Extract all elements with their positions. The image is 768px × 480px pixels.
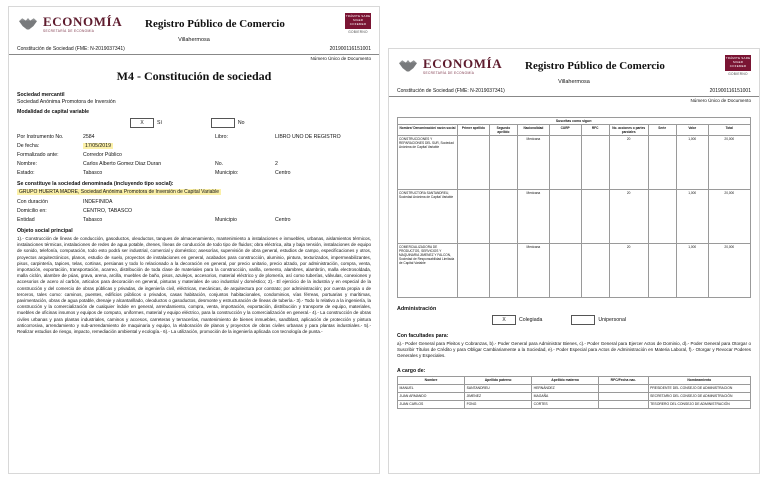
cell-ap2 [489,136,517,190]
municipality-label-2: Municipio [215,217,237,223]
brand-name: ECONOMÍA [43,13,123,29]
cell-rfc [599,400,648,408]
table-row [398,400,751,408]
cell-acciones: 20 [609,190,648,244]
section-company: Sociedad mercantil [17,92,65,98]
cell-serie [648,190,676,244]
duration-value: INDEFINIDA [83,199,113,205]
city-label: Villahermosa [178,37,210,43]
name-label: Nombre: [17,161,37,167]
label-unipersonal: Unipersonal [598,317,627,323]
cell-serie [648,244,676,298]
col-nombramiento: Nombramiento [648,376,750,384]
cell-valor: 1,000 [676,136,708,190]
col-primer-apellido: Primer apellido [458,125,490,136]
object-title: Objeto social principal [17,228,73,234]
cell-rfc [581,190,609,244]
cell-nombre: COMERCIALIZADORA DE PRODUCTOS, SERVICIOS Y MAQUINARIA JIMENEZ Y FALCON, Sociedad de Responsabilidad Limitada de Capital Variable [398,244,458,298]
folio-value: 201900116151001 [709,88,751,94]
fme-row-right [389,88,759,97]
cell-acciones: 20 [609,136,648,190]
no-label: No. [215,161,224,167]
cell-paterno: SANTANDREU [465,384,532,392]
document-page-right [388,48,760,474]
fme-label: Constitución de Sociedad (FME: N-2019037341) [397,88,505,94]
municipality-value-2: Centro [275,217,291,223]
cell-materno: MAGAÑA [532,392,599,400]
col-curp: CURP [549,125,581,136]
book-label: Libro: [215,134,228,140]
brand-name: ECONOMÍA [423,55,503,71]
doc-number-label: Número Único de Documento [310,56,371,61]
folio-value: 201900116151001 [329,46,371,52]
cell-serie [648,136,676,190]
table-row [398,136,751,190]
entity-value: Tabasco [83,217,103,223]
cell-ap1 [458,190,490,244]
gob-block-right [699,55,751,76]
domicile-label: Domicilio en: [17,208,47,214]
checkbox-si[interactable]: X [130,118,154,128]
administration-options [397,315,751,325]
col-segundo-apellido: Segundo apellido [489,125,517,136]
page-header-right [389,49,759,78]
cell-rfc [599,392,648,400]
cell-paterno: JIMENEZ [465,392,532,400]
gobierno-label: GOBIERNO [728,72,748,76]
cell-nombre: CONSTRUCTORA SANTANDREU, Sociedad Anónima de Capital Variable [398,190,458,244]
cell-cargo: PRESIDENTE DEL CONSEJO DE ADMINISTRACION [648,384,750,392]
denomination-value: GRUPO HUERTA MADRE, Sociedad Anónima Promotora de Inversión de Capital Variable [19,189,220,195]
col-nacionalidad: Nacionalidad [518,125,550,136]
cell-cargo: SECRETARIO DEL CONSEJO DE ADMINISTRACIÓN [648,392,750,400]
name-value: Carlos Alberto Gomez Diaz Duran [83,161,162,167]
formalized-value: Corredor Público [83,152,122,158]
shares-table-wrap [389,113,759,298]
cell-valor: 1,000 [676,244,708,298]
col-acciones: No. acciones o partes parciales [609,125,648,136]
faculties-title: Con facultades para: [397,333,449,339]
shares-table [397,124,751,298]
domicile-row [17,208,371,214]
name-row [17,161,371,167]
instrument-value: 2584 [83,134,95,140]
date-row [17,143,371,149]
cell-total: 20,000 [708,244,750,298]
col-serie: Serie [648,125,676,136]
cell-nombre: CONSTRUCCIONES Y REPARACIONES DEL SUR, Sociedad Anónima de Capital Variable [398,136,458,190]
cell-curp [549,136,581,190]
cell-ap1 [458,136,490,190]
cell-rfc [599,384,648,392]
cell-materno: CORTES [532,400,599,408]
gobierno-label: GOBIERNO [348,30,368,34]
page-header-left [9,7,379,36]
instrument-label: Por Instrumento No. [17,134,64,140]
cell-rfc [581,244,609,298]
cell-curp [549,190,581,244]
col-rfc: RFC [581,125,609,136]
formalized-label: Formalizado ante: [17,152,59,158]
state-row [17,170,371,176]
cell-ap2 [489,244,517,298]
denomination-intro: Se constituye la sociedad denominada (incluyendo tipo social): [17,181,174,187]
brand-subtitle: SECRETARÍA DE ECONOMÍA [423,70,475,75]
cell-nombre: JUAN ARMANDO [398,392,465,400]
municipality-label: Municipio: [215,170,239,176]
capital-mode-options [17,118,371,128]
table-row [398,392,751,400]
document-page-left [8,6,380,474]
officers-table-header-row [398,376,751,384]
faculties-text: a).- Poder General para Pleitos y Cobranzas, b).- Poder General para Administrar Bienes, c).- Poder General para Ejercer Actos de Dominio, d).- Poder General para Otorgar o Suscribir Títulos de Crédito y para Obligar Cambiariamente a la Sociedad, e).- Poder Especial para Actos de Administración en Materia Laboral, f).- Otorgar y Revocar Poderes Generales y Especiales. [397,341,751,359]
doc-number-label: Número Único de Documento [690,98,751,103]
page-title: Registro Público de Comercio [145,17,285,30]
table-row [398,190,751,244]
col-total: Total [708,125,750,136]
cell-nombre: JUAN CARLOS [398,400,465,408]
object-text: 1).- Construcción de líneas de conducción, gasoductos, oleoductos, tanques de almacenamiento, mantenimiento a instalaciones e inmuebles, urbanas, aislamientos térmicos, instalaciones térmicas, instalaciones de redes de agua potable, drenes, líneas de conducción de todo tipo de fluidos; obra eléctrica, alta y baja tensión, instalaciones de equipo de sonido, telefonía, computación, todo esto podrá ser industrial, comercial y doméstico; asesorías, supervisión de obra general, estudios de campo, especificaciones y otros, proyectos arquitectónicos, planos, estudio de suelo, proyectos de instalaciones en general, acabados para construcción, aluminio, pintura, texturizados, impermeabilizantes, pisos, carpintería, tapices, telas, cortinas, persianas y todo lo relacionado a la decoración en general, por precio unitario, precio alzado, por administración, compra, venta, importación, exportación, transportación, acarreo, distribución de toda clase de materiales para la construcción, varilla, cemento, alambres, alambrón, malla electrosoldada, malla ciclón, alambre de púas, grava, arena, arcilla, muebles de baño, pisos, azulejos, accesorios, material eléctrico y de plomería, así como tuberías, válvulas, conexiones y accesorios de acero al carbón, articulos para decoración en general, pinturas y materiales de uso industrial y doméstico; 2).- El ejercicio de la industria y en especial de la construcción y del comercio de obras públicas y privadas, de ingeniería civil, eléctricas, mecánicas, de arquitectura por contrato; por administración; por cuenta propia o de terceros, tales como: caminos, puentes, edificios públicos o privados, casas habitación, conjuntos habitacionales, condominios, vías férreas, portuarias y marítimas, pavimentación, obras de agua potable, drenaje y alcantarillado, oleoductos o gasoductos, desmonte y estructuración de líneas de tubería.- 3).- Todo lo relativo a la ingeniería, la construcción y la comercialización de cualquier índole en general, arrendamiento, compra, venta, importación, exportación, distribución y transporte de equipo, materiales, muebles de oficinas insumos y equipos de computo, uniformes, material y equipo eléctrico, para la construcción y la comercialización en general.- 4).- La construcción de obras civiles urbanas y para plantas industriales, caminos y accesos, carreteras y terracerías, mantenimiento de bienes inmuebles, sandblast, aplicación de protección y pintura anticorrosiva, arrendamiento y sub-arrendamiento de maquinaria y equipo, la elaboración de planos y proyectos de obras civiles urbanas y para plantas industriales.- 5).- Realizar estudios de riesgo, impacto, remediación ambiental y ecología.- 6).- La utilización, promoción de la ingeniería aplicada con tecnología de punta.- [17,236,371,335]
cell-valor: 1,000 [676,190,708,244]
no-value: 2 [275,161,278,167]
state-value: Tabasco [83,170,103,176]
fme-label: Constitución de Sociedad (FME: N-2019037341) [17,46,125,52]
entity-row [17,217,371,223]
col-apellido-paterno: Apellido paterno [465,376,532,384]
checkbox-colegiada[interactable]: X [492,315,516,325]
brand-block-right [397,57,515,75]
book-value: LIBRO UNO DE REGISTRO [275,134,341,140]
left-body [9,92,379,335]
duration-label: Con duración [17,199,48,205]
col-nombre: Nombre/ Denominación/ razón social [398,125,458,136]
date-value: 17/05/2019 [85,143,111,149]
table-row [398,384,751,392]
entity-label: Entidad [17,217,35,223]
col-apellido-materno: Apellido materno [532,376,599,384]
cell-nacionalidad: Mexicana [518,190,550,244]
cell-materno: HERNÁNDEZ [532,384,599,392]
officers-table [397,376,751,409]
brand-block [17,15,135,33]
sare-badge-icon: TRÁMITE SARE SIGER COFEMER [725,55,751,71]
acargo-title: A cargo de: [397,367,426,374]
capital-mode-label: Modalidad de capital variable [17,109,90,115]
eagle-emblem-icon [397,58,419,74]
company-type: Sociedad Anónima Promotora de Inversión [17,99,116,105]
col-rfc-fecha: RFC/Fecha nac. [599,376,648,384]
checkbox-unipersonal[interactable] [571,315,595,325]
administration-title: Administración [397,306,437,312]
cell-nacionalidad: Mexicana [518,244,550,298]
cell-ap2 [489,190,517,244]
shares-table-caption: Suscritas como sigue: [397,117,751,124]
shares-table-header-row [398,125,751,136]
cell-ap1 [458,244,490,298]
cell-paterno: FONG [465,400,532,408]
fme-row [9,46,379,55]
cell-nombre: MANUEL [398,384,465,392]
brand-subtitle: SECRETARÍA DE ECONOMÍA [43,28,95,33]
cell-total: 20,000 [708,136,750,190]
date-label: De fecha: [17,143,40,149]
cell-cargo: TESORERO DEL CONSEJO DE ADMINISTRACIÓN [648,400,750,408]
city-label: Villahermosa [558,79,590,85]
duration-row [17,199,371,205]
cell-curp [549,244,581,298]
formalized-row [17,152,371,158]
checkbox-no[interactable] [211,118,235,128]
sare-badge-icon: TRÁMITE SARE SIGER COFEMER [345,13,371,29]
denomination-row [17,189,371,195]
instrument-row [17,134,371,140]
page-title: Registro Público de Comercio [525,59,665,72]
municipality-value: Centro [275,170,291,176]
col-valor: Valor [676,125,708,136]
cell-total: 20,000 [708,190,750,244]
label-si: Sí [157,120,162,126]
state-label: Estado: [17,170,35,176]
label-colegiada: Colegiada [519,317,543,323]
cell-nacionalidad: Mexicana [518,136,550,190]
gob-block [319,13,371,34]
cell-acciones: 20 [609,244,648,298]
form-title: M4 - Constitución de sociedad [116,69,272,83]
eagle-emblem-icon [17,16,39,32]
label-no: No [237,120,245,126]
cell-rfc [581,136,609,190]
table-row [398,244,751,298]
domicile-value: CENTRO, TABASCO [83,208,133,214]
col-nombre: Nombre [398,376,465,384]
